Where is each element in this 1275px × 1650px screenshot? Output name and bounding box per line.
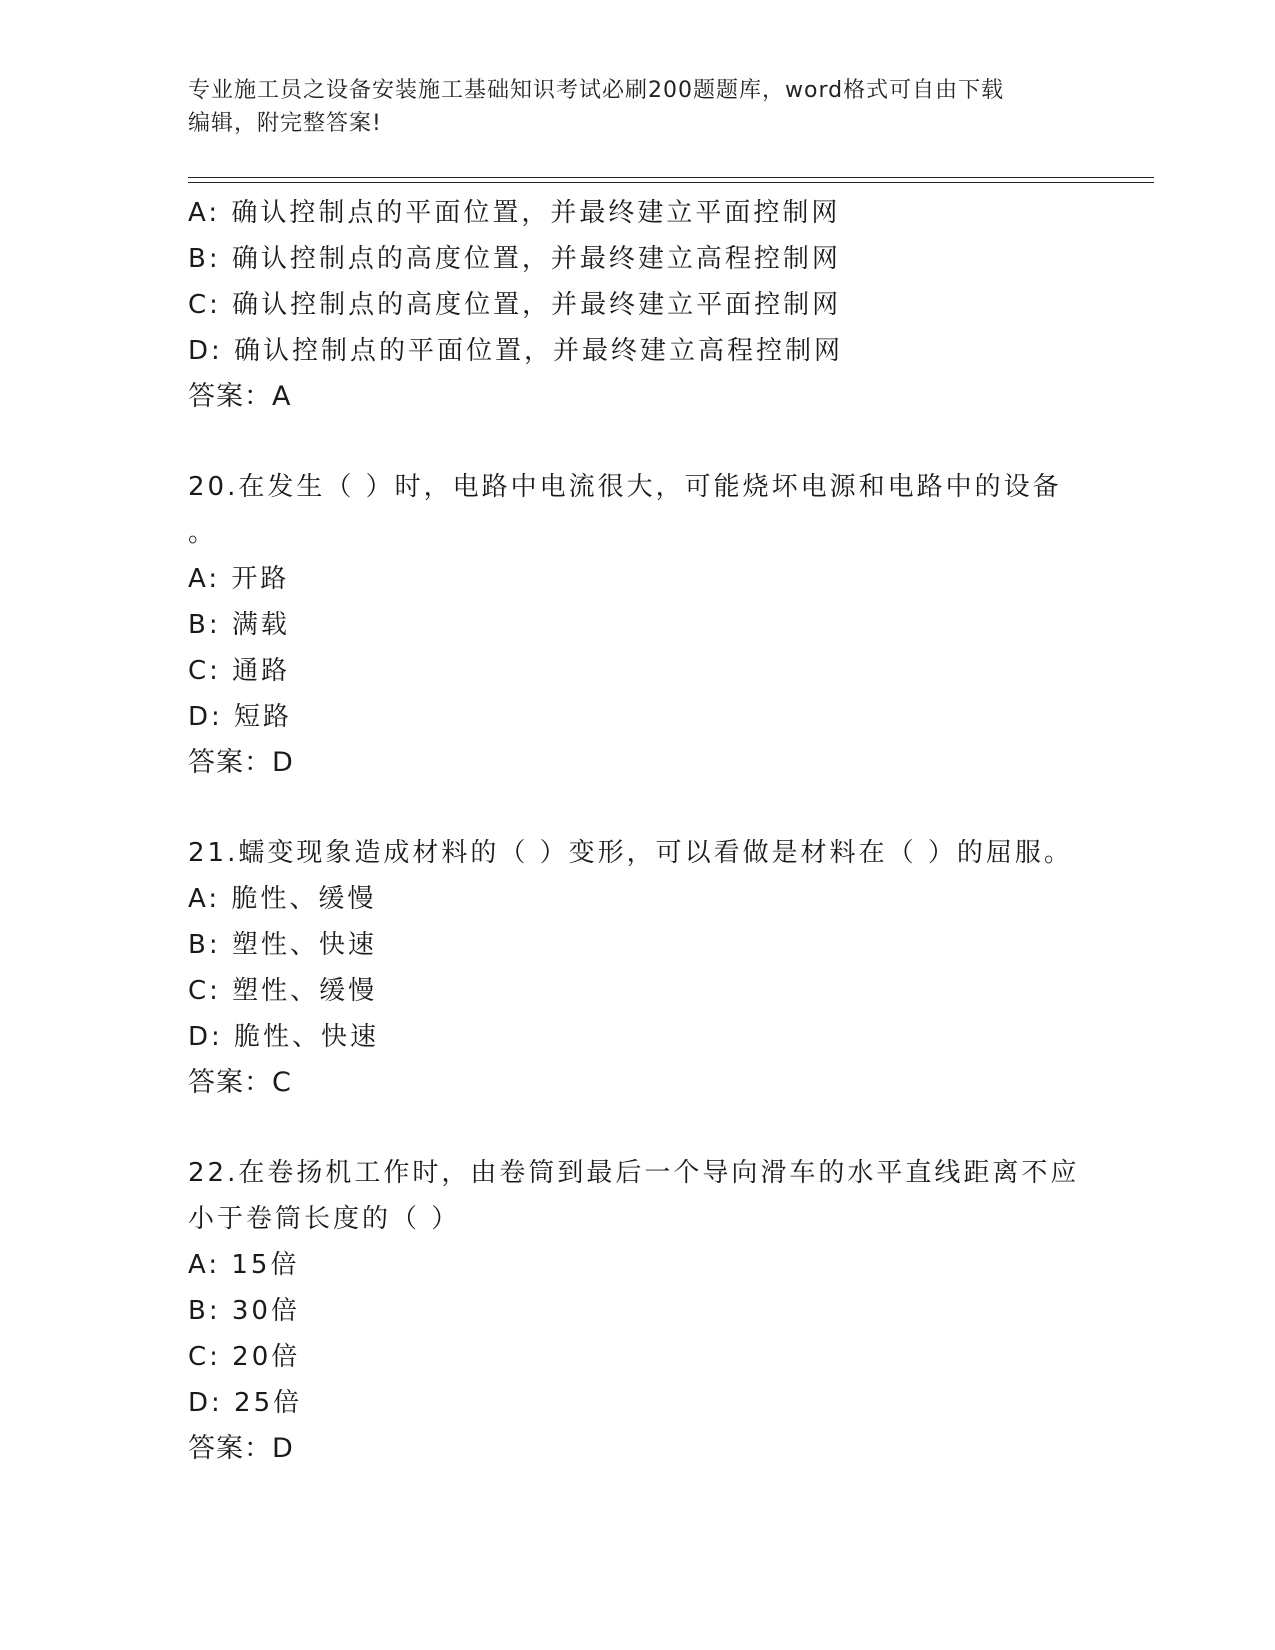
option-d: D: 确认控制点的平面位置，并最终建立高程控制网 bbox=[188, 336, 844, 366]
option-a: A: 确认控制点的平面位置，并最终建立平面控制网 bbox=[188, 198, 841, 228]
option-a: A: 15倍 bbox=[188, 1250, 300, 1280]
option-c: C: 通路 bbox=[188, 656, 291, 686]
question-list bbox=[188, 190, 1088, 1472]
option-c: C: 确认控制点的高度位置，并最终建立平面控制网 bbox=[188, 290, 842, 320]
answer: 答案：A bbox=[188, 381, 292, 412]
header-line-1: 专业施工员之设备安装施工基础知识考试必刷200题题库，word格式可自由下载 bbox=[188, 78, 1005, 103]
option-a: A: 脆性、缓慢 bbox=[188, 884, 377, 914]
option-d: D: 脆性、快速 bbox=[188, 1022, 380, 1052]
question-22 bbox=[188, 1150, 1088, 1472]
option-c: C: 20倍 bbox=[188, 1342, 301, 1372]
question-stem: 20.在发生（ ）时，电路中电流很大，可能烧坏电源和电路中的设备 bbox=[188, 472, 1062, 502]
option-b: B: 塑性、快速 bbox=[188, 930, 377, 960]
answer: 答案：D bbox=[188, 747, 294, 778]
question-20 bbox=[188, 464, 1088, 786]
answer: 答案：D bbox=[188, 1433, 294, 1464]
option-a: A: 开路 bbox=[188, 564, 290, 594]
answer: 答案：C bbox=[188, 1067, 292, 1098]
header-rule-top bbox=[188, 177, 1154, 178]
question-21 bbox=[188, 830, 1088, 1106]
option-c: C: 塑性、缓慢 bbox=[188, 976, 378, 1006]
header-rule-bottom bbox=[188, 182, 1154, 183]
question-stem: 21.蠕变现象造成材料的（ ）变形，可以看做是材料在（ ）的屈服。 bbox=[188, 838, 1073, 868]
question-19-partial bbox=[188, 190, 1088, 420]
question-stem-continued: 小于卷筒长度的（ ） bbox=[188, 1204, 461, 1234]
question-stem: 22.在卷扬机工作时，由卷筒到最后一个导向滑车的水平直线距离不应 bbox=[188, 1158, 1080, 1188]
question-stem-continued: 。 bbox=[188, 518, 218, 548]
option-b: B: 30倍 bbox=[188, 1296, 300, 1326]
document-header bbox=[188, 74, 1088, 140]
option-b: B: 确认控制点的高度位置，并最终建立高程控制网 bbox=[188, 244, 841, 274]
option-d: D: 25倍 bbox=[188, 1388, 303, 1418]
option-d: D: 短路 bbox=[188, 702, 293, 732]
option-b: B: 满载 bbox=[188, 610, 290, 640]
header-line-2: 编辑，附完整答案! bbox=[188, 111, 382, 136]
